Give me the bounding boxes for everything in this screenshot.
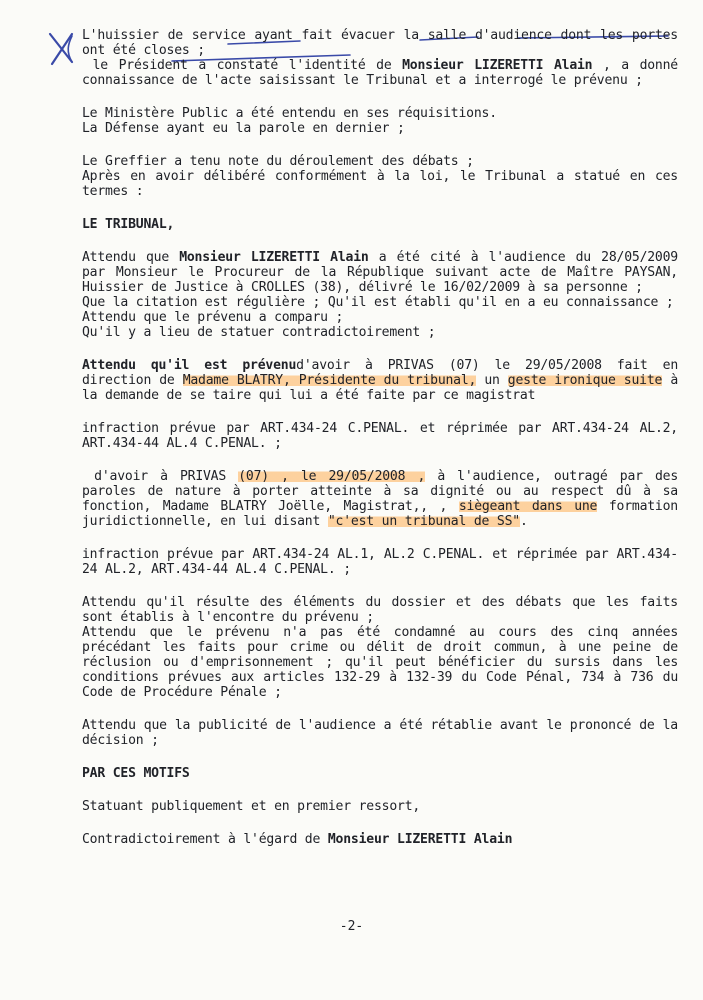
page-number: -2- — [339, 919, 364, 934]
defendant-name: Monsieur LIZERETTI Alain — [402, 58, 593, 73]
infraction-paragraph-1: infraction prévue par ART.434-24 C.PENAL. et réprimée par ART.434-24 AL.2, ART.434-44 AL.4 C.PENAL. ; — [82, 421, 686, 451]
tribunal-heading: LE TRIBUNAL, — [82, 217, 175, 232]
charge-outrage-paragraph: d'avoir à PRIVAS (07) , le 29/05/2008 , à l'audience, outragé par des paroles de nature à porter atteinte à sa dignité ou au respect dû à sa fonction, Madame BLATRY Joëlle, Magistrat,, , siègeant dans une formation juridictionnelle, en lui disant "c'est un tribunal de SS". — [82, 469, 686, 529]
statuant-line: Statuant publiquement et en premier ressort, — [82, 799, 421, 814]
intro-president-paragraph: le Président a constaté l'identité de Monsieur LIZERETTI Alain , a donné connaissance de l'acte saisissant le Tribunal et a interrogé le prévenu ; — [82, 58, 686, 88]
highlight-geste: geste ironique suite — [507, 373, 663, 388]
highlight-presidente: Madame BLATRY, Présidente du tribunal, — [182, 373, 477, 388]
motifs-heading: PAR CES MOTIFS — [82, 766, 190, 781]
charge-gesture-paragraph: Attendu qu'il est prévenud'avoir à PRIVAS (07) le 29/05/2008 fait en direction de Madame BLATRY, Présidente du tribunal, un geste ironique suite à la demande de se taire qui lui a été faite par ce magistrat — [82, 358, 686, 403]
defendant-name: Monsieur LIZERETTI Alain — [327, 832, 513, 847]
contradictoirement-line: Contradictoirement à l'égard de Monsieur LIZERETTI Alain — [82, 832, 513, 847]
highlight-siegeant: siègeant dans une — [458, 499, 598, 514]
intro-bailiff-paragraph: L'huissier de service ayant fait évacuer la salle d'audience dont les portes ont été closes ; — [82, 28, 686, 58]
citation-paragraph: Attendu que Monsieur LIZERETTI Alain a été cité à l'audience du 28/05/2009 par Monsieur le Procureur de la République suivant acte de Maître PAYSAN, Huissier de Justice à CROLLES (38), délivré le 16/02/2009 à sa personne ; Que la citation est régulière ; Qu'il est établi qu'il en a eu connaissance ; Attendu que le prévenu a comparu ; Qu'il y a lieu de statuer contradictoirement ; — [82, 250, 678, 340]
highlight-quote: "c'est un tribunal de SS" — [327, 514, 520, 529]
defendant-name: Monsieur LIZERETTI Alain — [179, 250, 369, 265]
findings-paragraph: Attendu qu'il résulte des éléments du dossier et des débats que les faits sont établis à l'encontre du prévenu ; Attendu que le prévenu n'a pas été condamné au cours des cinq années précédant les faits pour crime ou délit de droit commun, à une peine de réclusion ou d'emprisonnement ; qu'il peut bénéficier du sursis dans les conditions prévues aux articles 132-29 à 132-39 du Code Pénal, 734 à 736 du Code de Procédure Pénale ; — [82, 595, 678, 700]
infraction-paragraph-2: infraction prévue par ART.434-24 AL.1, AL.2 C.PENAL. et réprimée par ART.434-24 AL.2, ART.434-44 AL.4 C.PENAL. ; — [82, 547, 678, 577]
ministere-public-paragraph: Le Ministère Public a été entendu en ses réquisitions. La Défense ayant eu la parole en dernier ; — [82, 106, 497, 136]
publicity-paragraph: Attendu que la publicité de l'audience a été rétablie avant le prononcé de la décision ; — [82, 718, 686, 748]
document-body — [82, 28, 686, 847]
greffier-paragraph: Le Greffier a tenu note du déroulement des débats ; Après en avoir délibéré conformément à la loi, le Tribunal a statué en ces termes : — [82, 154, 678, 199]
highlight-date: (07) , le 29/05/2008 , — [238, 469, 426, 484]
